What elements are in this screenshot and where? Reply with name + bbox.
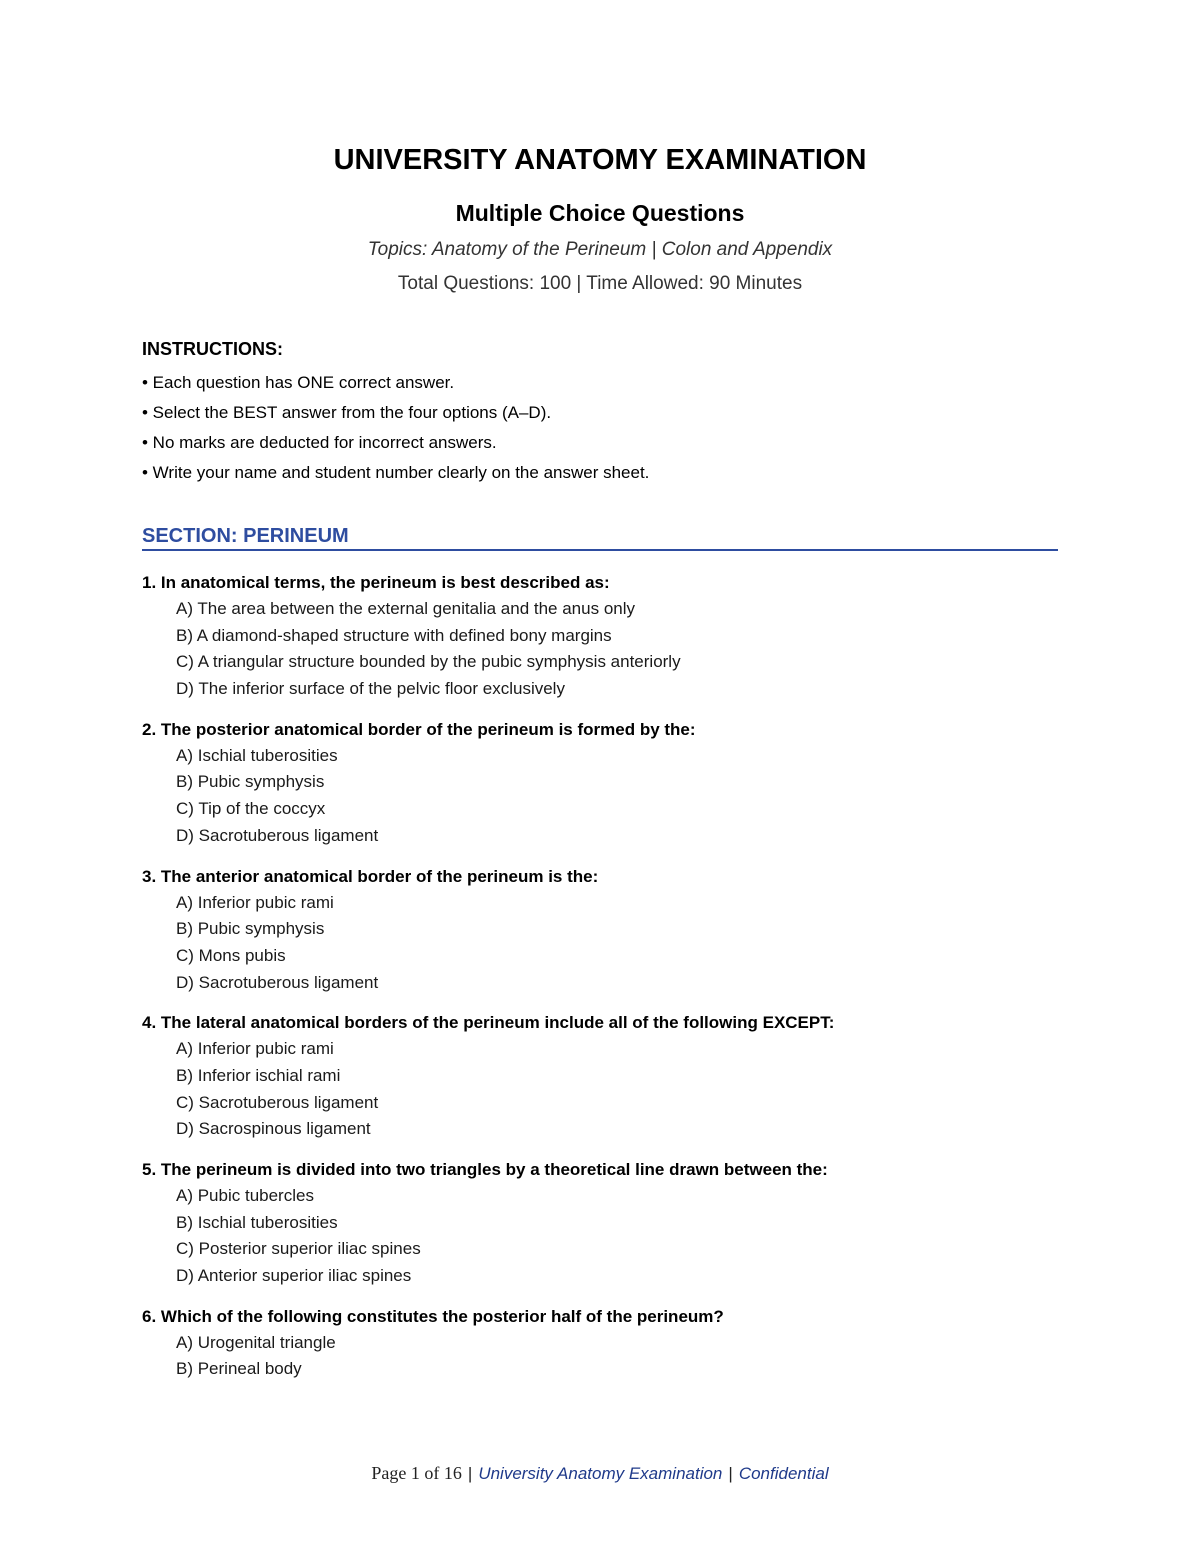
- footer-separator: |: [467, 1464, 473, 1483]
- question-stem: 2. The posterior anatomical border of the perineum is formed by the:: [142, 719, 696, 739]
- option-d: D) Sacrospinous ligament: [176, 1119, 371, 1139]
- footer-confidential: Confidential: [738, 1464, 829, 1483]
- option-d: D) Sacrotuberous ligament: [176, 972, 379, 992]
- option-list: [142, 743, 1142, 850]
- option-list: [142, 1036, 1142, 1143]
- question-2: [142, 716, 1142, 850]
- option-c: C) Tip of the coccyx: [176, 799, 326, 819]
- footer-doc-title: University Anatomy Examination: [478, 1464, 723, 1483]
- instruction-item: • Each question has ONE correct answer.: [142, 373, 455, 392]
- exam-meta: Total Questions: 100 | Time Allowed: 90 Minutes: [397, 273, 803, 294]
- option-list: [142, 596, 1142, 703]
- option-a: A) The area between the external genitalia and the anus only: [176, 599, 635, 618]
- footer-separator: |: [728, 1464, 733, 1483]
- instructions-list: [142, 368, 1062, 488]
- instruction-item: • Write your name and student number clearly on the answer sheet.: [142, 463, 650, 482]
- option-b: B) Pubic symphysis: [176, 772, 325, 792]
- exam-topics: Topics: Anatomy of the Perineum | Colon and Appendix: [367, 239, 833, 260]
- question-1: [142, 569, 1142, 703]
- option-b: B) Ischial tuberosities: [176, 1212, 338, 1232]
- question-stem: 5. The perineum is divided into two triangles by a theoretical line drawn between the:: [142, 1160, 828, 1179]
- question-stem: 1. In anatomical terms, the perineum is best described as:: [142, 573, 610, 592]
- option-a: A) Inferior pubic rami: [176, 1039, 334, 1059]
- option-d: D) The inferior surface of the pelvic floor exclusively: [176, 679, 565, 699]
- instruction-item: • Select the BEST answer from the four options (A–D).: [142, 403, 552, 422]
- option-c: C) Mons pubis: [176, 945, 286, 965]
- page-number: Page 1 of 16: [371, 1463, 462, 1483]
- option-b: B) Inferior ischial rami: [176, 1065, 341, 1085]
- question-5: [142, 1156, 1142, 1290]
- instructions-block: [142, 336, 1062, 488]
- page-footer: [0, 1460, 1200, 1487]
- instruction-item: • No marks are deducted for incorrect answers.: [142, 433, 497, 452]
- exam-title: UNIVERSITY ANATOMY EXAMINATION: [333, 144, 867, 176]
- question-stem: 6. Which of the following constitutes the posterior half of the perineum?: [142, 1306, 724, 1326]
- option-d: D) Sacrotuberous ligament: [176, 825, 379, 845]
- option-d: D) Anterior superior iliac spines: [176, 1266, 412, 1286]
- option-a: A) Ischial tuberosities: [176, 745, 338, 765]
- option-list: [142, 890, 1142, 997]
- question-4: [142, 1009, 1142, 1143]
- option-a: A) Urogenital triangle: [176, 1332, 336, 1352]
- question-6: [142, 1303, 1142, 1383]
- option-list: [142, 1330, 1142, 1383]
- option-b: B) A diamond-shaped structure with defined bony margins: [176, 625, 612, 645]
- option-b: B) Perineal body: [176, 1359, 302, 1379]
- instructions-heading: INSTRUCTIONS:: [142, 339, 283, 359]
- question-3: [142, 863, 1142, 997]
- option-c: C) Posterior superior iliac spines: [176, 1239, 421, 1259]
- question-stem: 3. The anterior anatomical border of the perineum is the:: [142, 866, 599, 886]
- option-b: B) Pubic symphysis: [176, 919, 325, 939]
- option-c: C) A triangular structure bounded by the pubic symphysis anteriorly: [176, 652, 681, 672]
- question-stem: 4. The lateral anatomical borders of the perineum include all of the following EXCEPT:: [142, 1013, 835, 1033]
- option-a: A) Inferior pubic rami: [176, 892, 334, 912]
- option-a: A) Pubic tubercles: [176, 1186, 314, 1205]
- exam-subtitle: Multiple Choice Questions: [455, 200, 745, 226]
- option-list: [142, 1183, 1142, 1290]
- section-heading: SECTION: PERINEUM: [142, 523, 1058, 551]
- option-c: C) Sacrotuberous ligament: [176, 1092, 379, 1112]
- question-list: [142, 569, 1142, 1396]
